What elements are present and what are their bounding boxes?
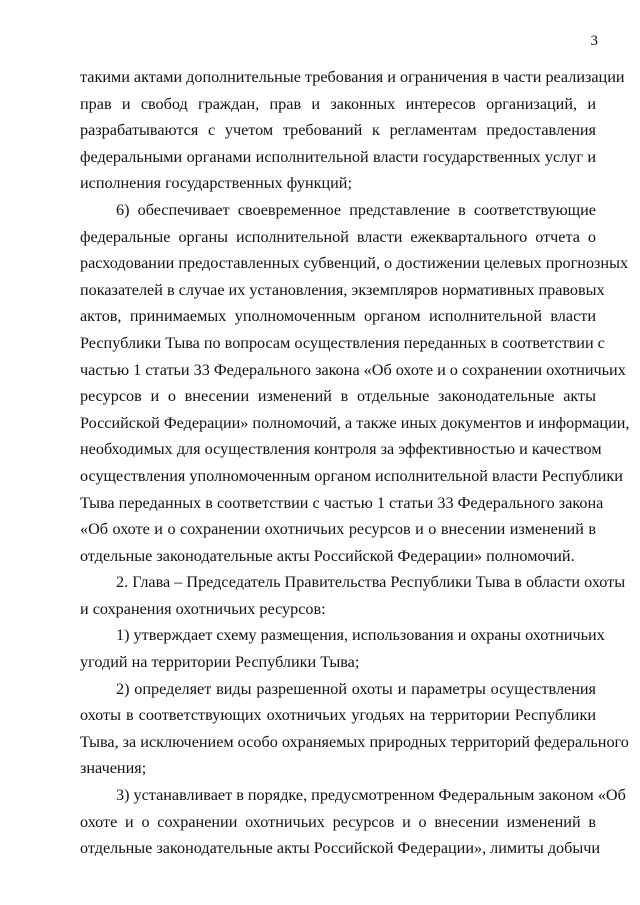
text-line: охоте и о сохранении охотничьих ресурсов и о внесении изменений в — [80, 812, 596, 831]
paragraph-p4 — [80, 622, 605, 675]
text-line: прав и свобод граждан, прав и законных интересов организаций, и — [80, 94, 596, 113]
text-line: расходовании предоставленных субвенций, о достижении целевых прогнозных — [80, 254, 629, 273]
page-number: 3 — [590, 33, 598, 49]
text-line: отдельные законодательные акты Российской Федерации», лимиты добычи — [80, 839, 601, 858]
text-line: значения; — [80, 759, 147, 778]
paragraph-p3 — [80, 569, 626, 622]
text-line: такими актами дополнительные требования и ограничения в части реализации — [80, 68, 625, 86]
paragraph-p6 — [80, 782, 626, 862]
text-line: 6) обеспечивает своевременное представление в соответствующие — [116, 200, 596, 219]
paragraph-p5 — [80, 676, 629, 782]
text-line: отдельные законодательные акты Российской Федерации» полномочий. — [80, 546, 575, 565]
document-body — [80, 64, 630, 862]
text-line: и сохранения охотничьих ресурсов: — [80, 599, 326, 618]
text-line: 2) определяет виды разрешенной охоты и параметры осуществления — [116, 679, 596, 698]
paragraph-p1 — [80, 64, 625, 197]
text-line: 1) утверждает схему размещения, использования и охраны охотничьих — [116, 626, 605, 645]
paragraph-p2 — [80, 197, 630, 569]
text-line: показателей в случае их установления, экземпляров нормативных правовых — [80, 280, 605, 299]
text-line: частью 1 статьи 33 Федерального закона «Об охоте и о сохранении охотничьих — [80, 360, 626, 379]
text-line: Тыва переданных в соответствии с частью 1 статьи 33 Федерального закона — [80, 493, 604, 512]
text-line: охоты в соответствующих охотничьих угодьях на территории Республики — [80, 706, 596, 725]
text-line: 3) устанавливает в порядке, предусмотренном Федеральным законом «Об — [116, 786, 626, 805]
text-line: актов, принимаемых уполномоченным органом исполнительной власти — [80, 307, 596, 326]
text-line: Российской Федерации» полномочий, а также иных документов и информации, — [80, 413, 630, 432]
text-line: федеральные органы исполнительной власти ежеквартального отчета о — [80, 227, 596, 246]
text-line: необходимых для осуществления контроля за эффективностью и качеством — [80, 440, 602, 459]
text-line: осуществления уполномоченным органом исполнительной власти Республики — [80, 466, 623, 485]
text-line: Тыва, за исключением особо охраняемых природных территорий федерального — [80, 732, 629, 751]
text-line: ресурсов и о внесении изменений в отдельные законодательные акты — [80, 387, 596, 406]
text-line: 2. Глава – Председатель Правительства Республики Тыва в области охоты — [116, 573, 626, 592]
text-line: разрабатываются с учетом требований к регламентам предоставления — [80, 121, 596, 140]
text-line: Республики Тыва по вопросам осуществления переданных в соответствии с — [80, 333, 605, 352]
text-line: исполнения государственных функций; — [80, 174, 352, 193]
text-line: «Об охоте и о сохранении охотничьих ресурсов и о внесении изменений в — [80, 520, 596, 539]
text-line: федеральными органами исполнительной власти государственных услуг и — [80, 147, 596, 166]
text-line: угодий на территории Республики Тыва; — [80, 653, 360, 672]
